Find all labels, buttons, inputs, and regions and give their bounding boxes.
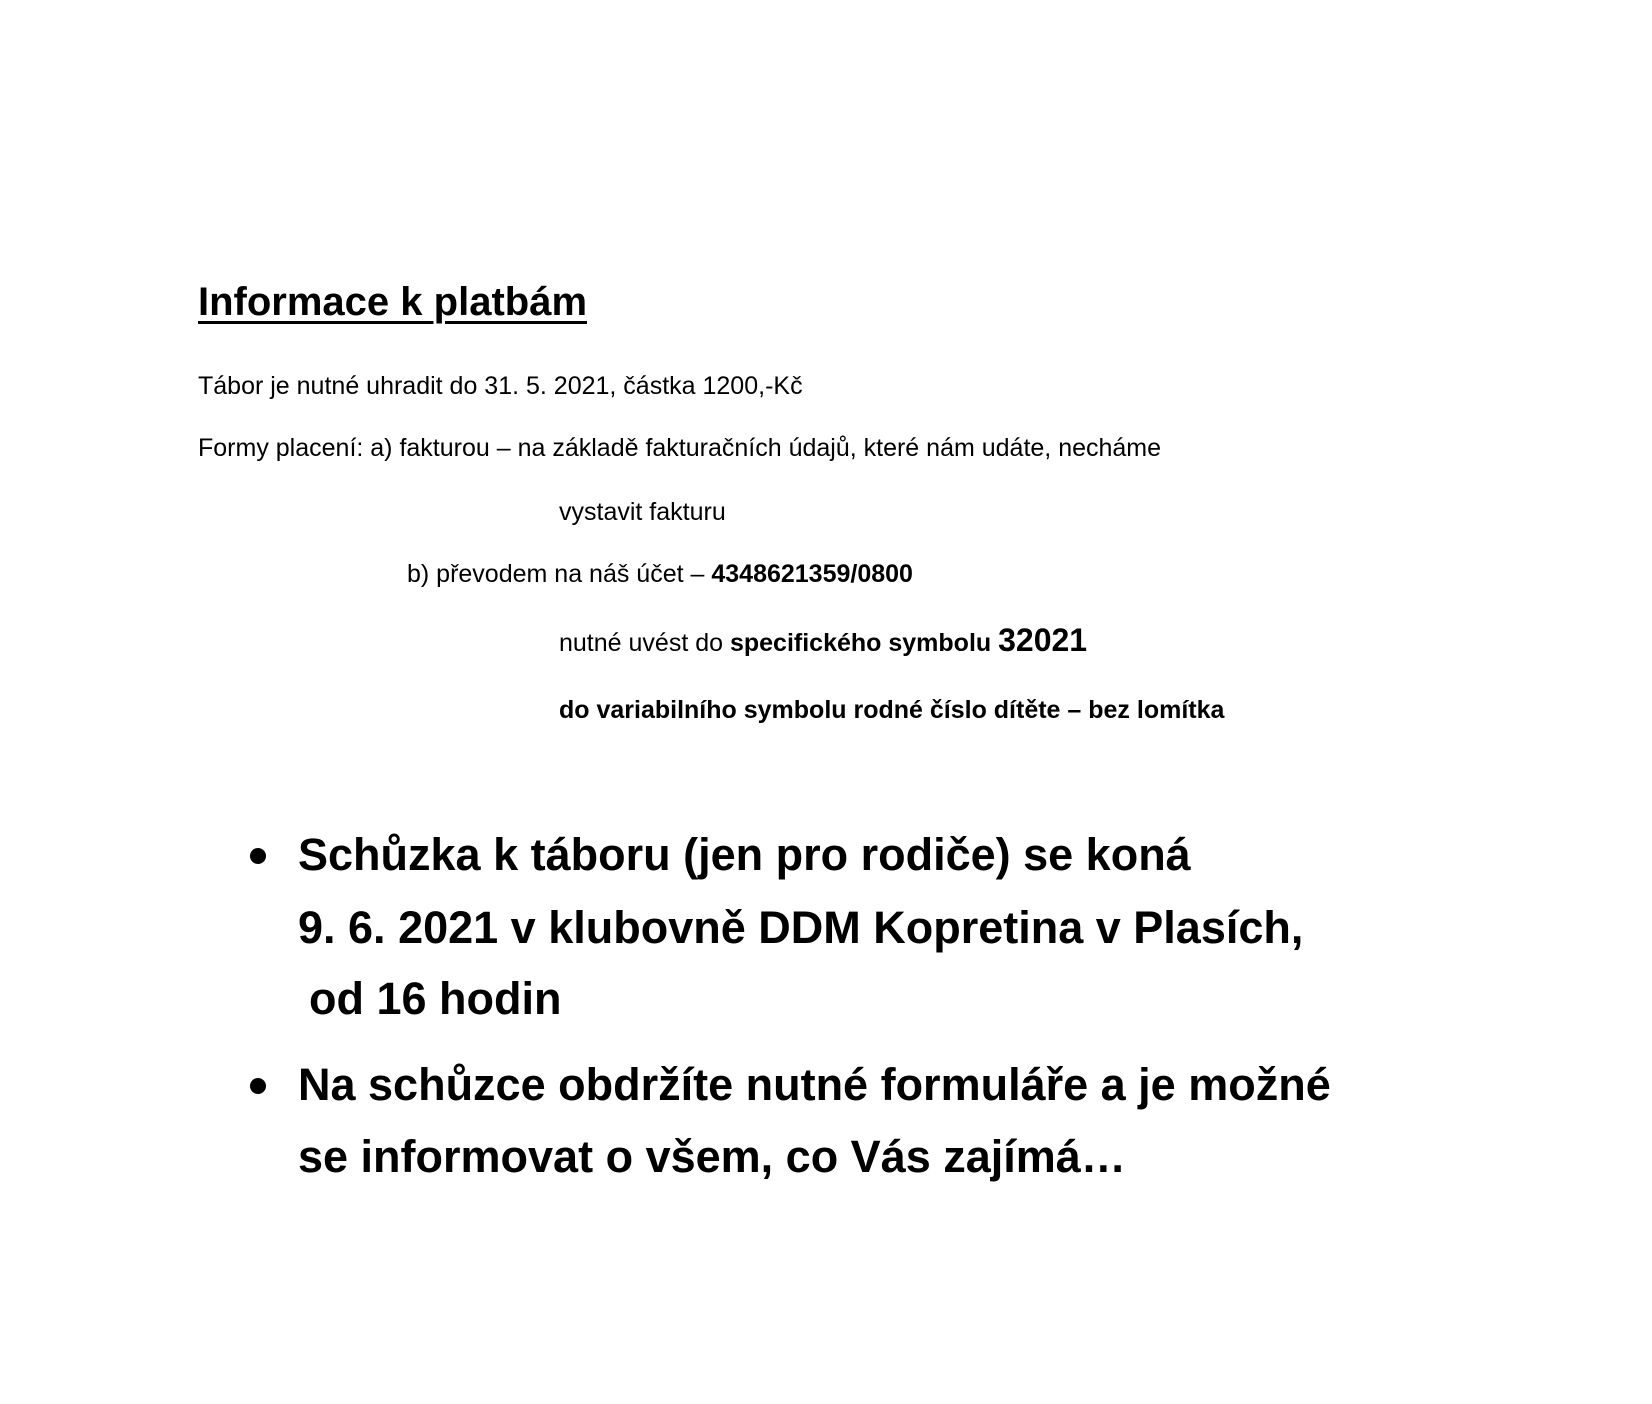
specific-symbol-value: 32021 [998, 622, 1088, 658]
bullet-1-line-2: 9. 6. 2021 v klubovně DDM Kopretina v Plasích, [298, 902, 1304, 953]
bullet-icon [250, 1078, 266, 1094]
variable-symbol-line: do variabilního symbolu rodné číslo dítěte – bez lomítka [559, 696, 1225, 724]
specific-symbol-prefix: nutné uvést do [559, 629, 730, 657]
bank-transfer-label: b) převodem na náš účet – [407, 560, 712, 588]
payment-forms-line: Formy placení: a) fakturou – na základě fakturačních údajů, které nám udáte, necháme [198, 434, 1162, 462]
page-title: Informace k platbám [198, 280, 588, 324]
bank-transfer-line [407, 558, 913, 590]
bullet-2-line-1: Na schůzce obdržíte nutné formuláře a je možné [298, 1059, 1331, 1110]
bullet-1-line-1: Schůzka k táboru (jen pro rodiče) se koná [298, 829, 1191, 880]
bullet-2-line-2: se informovat o všem, co Vás zajímá… [298, 1131, 1126, 1182]
payment-deadline-line: Tábor je nutné uhradit do 31. 5. 2021, částka 1200,-Kč [198, 372, 803, 400]
account-number: 4348621359/0800 [711, 560, 913, 588]
specific-symbol-line [559, 624, 1087, 659]
bullet-icon [250, 848, 266, 864]
specific-symbol-label: specifického symbolu [729, 629, 999, 657]
bullet-1-line-3: od 16 hodin [309, 973, 562, 1024]
payment-forms-continuation: vystavit fakturu [559, 498, 726, 526]
